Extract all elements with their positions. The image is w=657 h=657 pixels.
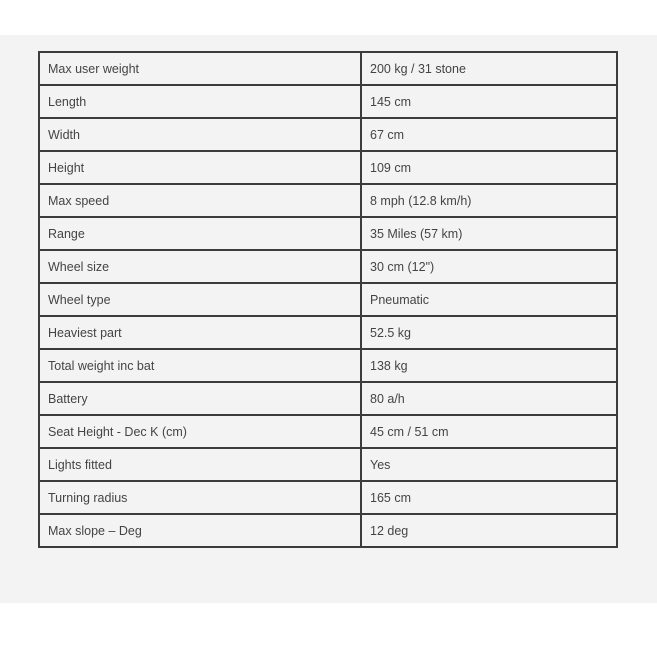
table-row [39, 118, 617, 151]
spec-label-cell: Wheel size [39, 250, 361, 283]
spec-label-cell: Max user weight [39, 52, 361, 85]
spec-value-cell: 30 cm (12") [361, 250, 617, 283]
table-row [39, 448, 617, 481]
table-row [39, 52, 617, 85]
table-row [39, 481, 617, 514]
table-row [39, 415, 617, 448]
spec-label-cell: Height [39, 151, 361, 184]
spec-label-cell: Total weight inc bat [39, 349, 361, 382]
spec-label-cell: Lights fitted [39, 448, 361, 481]
spec-value-cell: 67 cm [361, 118, 617, 151]
table-row [39, 85, 617, 118]
table-row [39, 217, 617, 250]
table-row [39, 349, 617, 382]
spec-value-cell: 200 kg / 31 stone [361, 52, 617, 85]
spec-value-cell: 145 cm [361, 85, 617, 118]
table-row [39, 184, 617, 217]
spec-label-cell: Length [39, 85, 361, 118]
spec-label-cell: Max speed [39, 184, 361, 217]
spec-label-cell: Max slope – Deg [39, 514, 361, 547]
spec-label-cell: Width [39, 118, 361, 151]
spec-value-cell: 138 kg [361, 349, 617, 382]
spec-label-cell: Turning radius [39, 481, 361, 514]
spec-value-cell: 45 cm / 51 cm [361, 415, 617, 448]
spec-value-cell: 109 cm [361, 151, 617, 184]
table-row [39, 382, 617, 415]
table-row [39, 283, 617, 316]
spec-value-cell: 165 cm [361, 481, 617, 514]
spec-value-cell: 8 mph (12.8 km/h) [361, 184, 617, 217]
spec-label-cell: Battery [39, 382, 361, 415]
spec-value-cell: 35 Miles (57 km) [361, 217, 617, 250]
table-row [39, 316, 617, 349]
spec-value-cell: Pneumatic [361, 283, 617, 316]
table-row [39, 151, 617, 184]
spec-label-cell: Wheel type [39, 283, 361, 316]
specifications-table-body [39, 52, 617, 547]
spec-value-cell: Yes [361, 448, 617, 481]
spec-value-cell: 80 a/h [361, 382, 617, 415]
spec-value-cell: 12 deg [361, 514, 617, 547]
specifications-table [38, 51, 618, 548]
table-row [39, 250, 617, 283]
spec-label-cell: Seat Height - Dec K (cm) [39, 415, 361, 448]
spec-label-cell: Heaviest part [39, 316, 361, 349]
spec-value-cell: 52.5 kg [361, 316, 617, 349]
table-row [39, 514, 617, 547]
spec-label-cell: Range [39, 217, 361, 250]
